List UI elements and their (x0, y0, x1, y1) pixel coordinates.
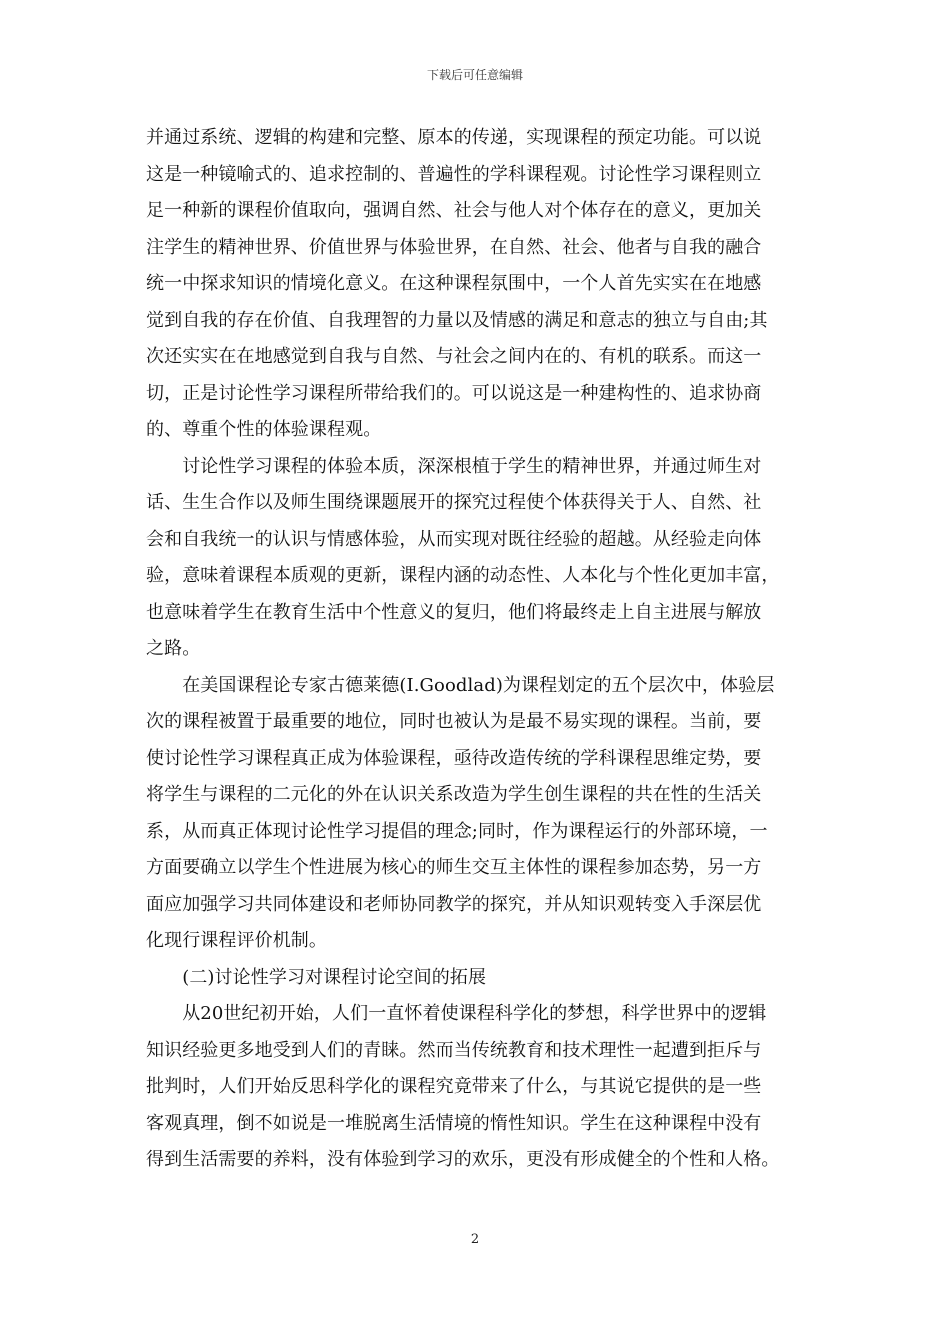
page-number: 2 (470, 1232, 480, 1247)
page-header: 下载后可任意编辑 (426, 68, 523, 82)
text-line: 统一中探求知识的情境化意义。在这种课程氛围中，一个人首先实实在在地感 (146, 273, 762, 294)
text-line: 这是一种镜喻式的、追求控制的、普遍性的学科课程观。讨论性学习课程则立 (146, 163, 762, 185)
document-body (146, 120, 810, 1179)
text-line: 切，正是讨论性学习课程所带给我们的。可以说这是一种建构性的、追求协商 (146, 382, 762, 404)
text-line: 批判时，人们开始反思科学化的课程究竟带来了什么，与其说它提供的是一些 (146, 1076, 762, 1097)
text-line: 使讨论性学习课程真正成为体验课程，亟待改造传统的学科课程思维定势，要 (146, 747, 762, 769)
text-line: 知识经验更多地受到人们的青睐。然而当传统教育和技术理性一起遭到拒斥与 (146, 1039, 762, 1061)
text-line: 系，从而真正体现讨论性学习提倡的理念;同时，作为课程运行的外部环境，一 (146, 820, 768, 842)
text-line: 注学生的精神世界、价值世界与体验世界，在自然、社会、他者与自我的融合 (146, 236, 762, 258)
text-line: 的、尊重个性的体验课程观。 (146, 419, 382, 440)
text-line: 客观真理，倒不如说是一堆脱离生活情境的惰性知识。学生在这种课程中没有 (146, 1112, 762, 1134)
text-line: 并通过系统、逻辑的构建和完整、原本的传递，实现课程的预定功能。可以说 (146, 127, 762, 148)
text-line: 将学生与课程的二元化的外在认识关系改造为学生创生课程的共在性的生活关 (146, 784, 762, 805)
text-line: 话、生生合作以及师生围绕课题展开的探究过程使个体获得关于人、自然、社 (146, 492, 762, 513)
text-line: 验，意味着课程本质观的更新，课程内涵的动态性、人本化与个性化更加丰富， (146, 565, 780, 586)
section-heading: (二)讨论性学习对课程讨论空间的拓展 (146, 966, 487, 988)
text-line: 次还实实在在地感觉到自我与自然、与社会之间内在的、有机的联系。而这一 (146, 346, 762, 367)
text-line: 面应加强学习共同体建设和老师协同教学的探究，并从知识观转变入手深层优 (146, 893, 762, 915)
text-line: 在美国课程论专家古德莱德(I.Goodlad)为课程划定的五个层次中，体验层 (146, 674, 775, 696)
text-line: 次的课程被置于最重要的地位，同时也被认为是最不易实现的课程。当前，要 (146, 711, 762, 732)
text-line: 化现行课程评价机制。 (146, 930, 327, 951)
text-line: 会和自我统一的认识与情感体验，从而实现对既往经验的超越。从经验走向体 (146, 528, 762, 550)
text-line: 从20世纪初开始，人们一直怀着使课程科学化的梦想，科学世界中的逻辑 (146, 1003, 767, 1024)
text-line: 得到生活需要的养料，没有体验到学习的欢乐，更没有形成健全的个性和人格。 (146, 1149, 780, 1170)
text-line: 之路。 (146, 638, 201, 659)
text-line: 足一种新的课程价值取向，强调自然、社会与他人对个体存在的意义，更加关 (146, 200, 762, 221)
text-line: 讨论性学习课程的体验本质，深深根植于学生的精神世界，并通过师生对 (146, 455, 762, 477)
text-line: 也意味着学生在教育生活中个性意义的复归，他们将最终走上自主进展与解放 (146, 601, 762, 623)
text-line: 觉到自我的存在价值、自我理智的力量以及情感的满足和意志的独立与自由;其 (146, 309, 768, 331)
text-line: 方面要确立以学生个性进展为核心的师生交互主体性的课程参加态势，另一方 (146, 857, 762, 878)
